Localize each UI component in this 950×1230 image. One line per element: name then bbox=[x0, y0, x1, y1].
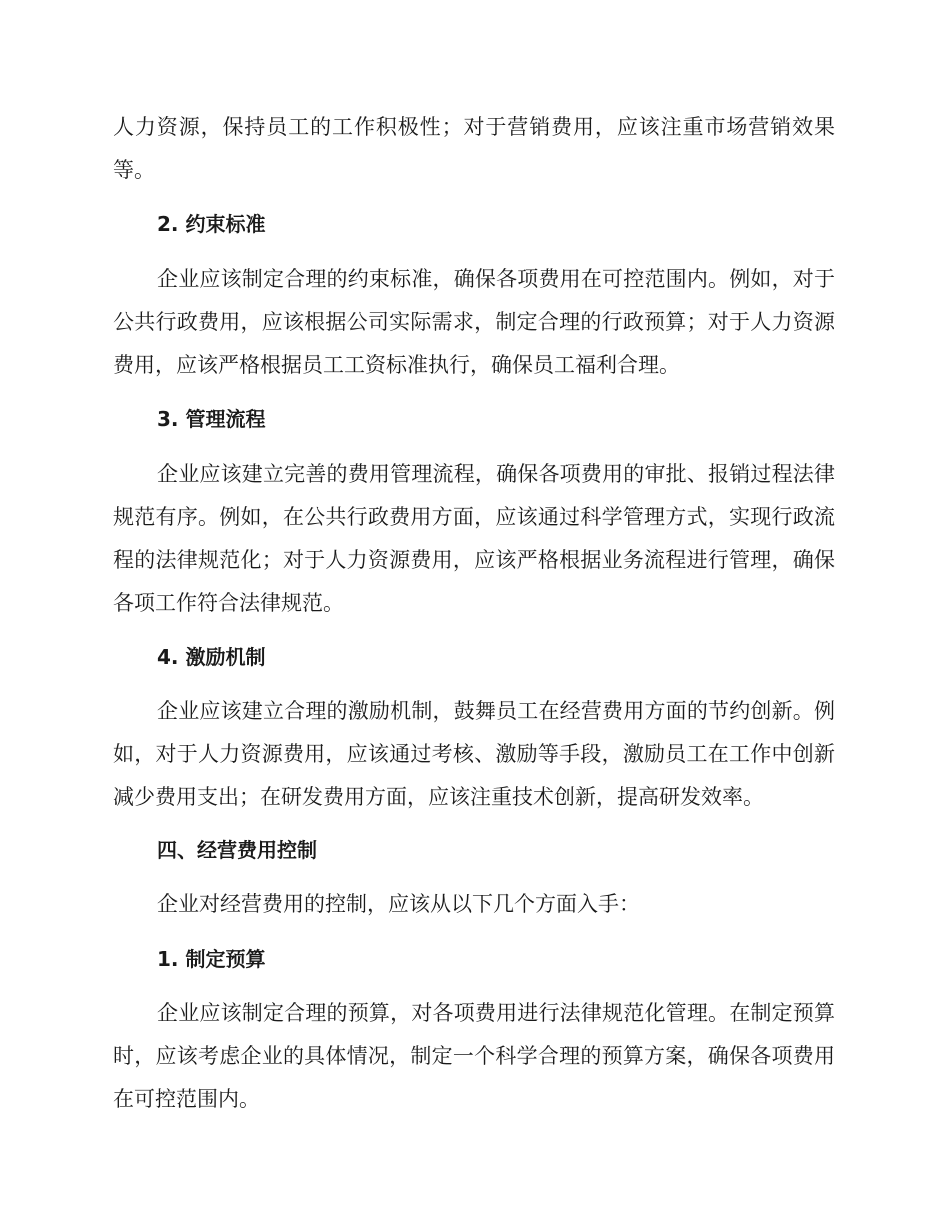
paragraph-constraint-standards: 企业应该制定合理的约束标准，确保各项费用在可控范围内。例如，对于公共行政费用，应该根据公司实际需求，制定合理的行政预算；对于人力资源费用，应该严格根据员工工资标准执行，确保员工福利合理。 bbox=[113, 267, 835, 377]
paragraph-make-budget: 企业应该制定合理的预算，对各项费用进行法律规范化管理。在制定预算时，应该考虑企业的具体情况，制定一个科学合理的预算方案，确保各项费用在可控范围内。 bbox=[113, 1001, 835, 1111]
paragraph-section-four-intro: 企业对经营费用的控制，应该从以下几个方面入手： bbox=[157, 892, 640, 916]
paragraph-incentive-mechanism: 企业应该建立合理的激励机制，鼓舞员工在经营费用方面的节约创新。例如，对于人力资源费用，应该通过考核、激励等手段，激励员工在工作中创新减少费用支出；在研发费用方面，应该注重技术创新，提高研发效率。 bbox=[113, 699, 835, 809]
heading-incentive-mechanism: 4. 激励机制 bbox=[157, 645, 266, 669]
paragraph-management-process: 企业应该建立完善的费用管理流程，确保各项费用的审批、报销过程法律规范有序。例如，在公共行政费用方面，应该通过科学管理方式，实现行政流程的法律规范化；对于人力资源费用，应该严格根据业务流程进行管理，确保各项工作符合法律规范。 bbox=[113, 462, 835, 615]
heading-constraint-standards: 2. 约束标准 bbox=[157, 212, 266, 236]
paragraph-continuation: 人力资源，保持员工的工作积极性；对于营销费用，应该注重市场营销效果等。 bbox=[113, 115, 835, 182]
heading-make-budget: 1. 制定预算 bbox=[157, 947, 266, 971]
heading-section-four: 四、经营费用控制 bbox=[157, 838, 317, 862]
heading-management-process: 3. 管理流程 bbox=[157, 407, 266, 431]
